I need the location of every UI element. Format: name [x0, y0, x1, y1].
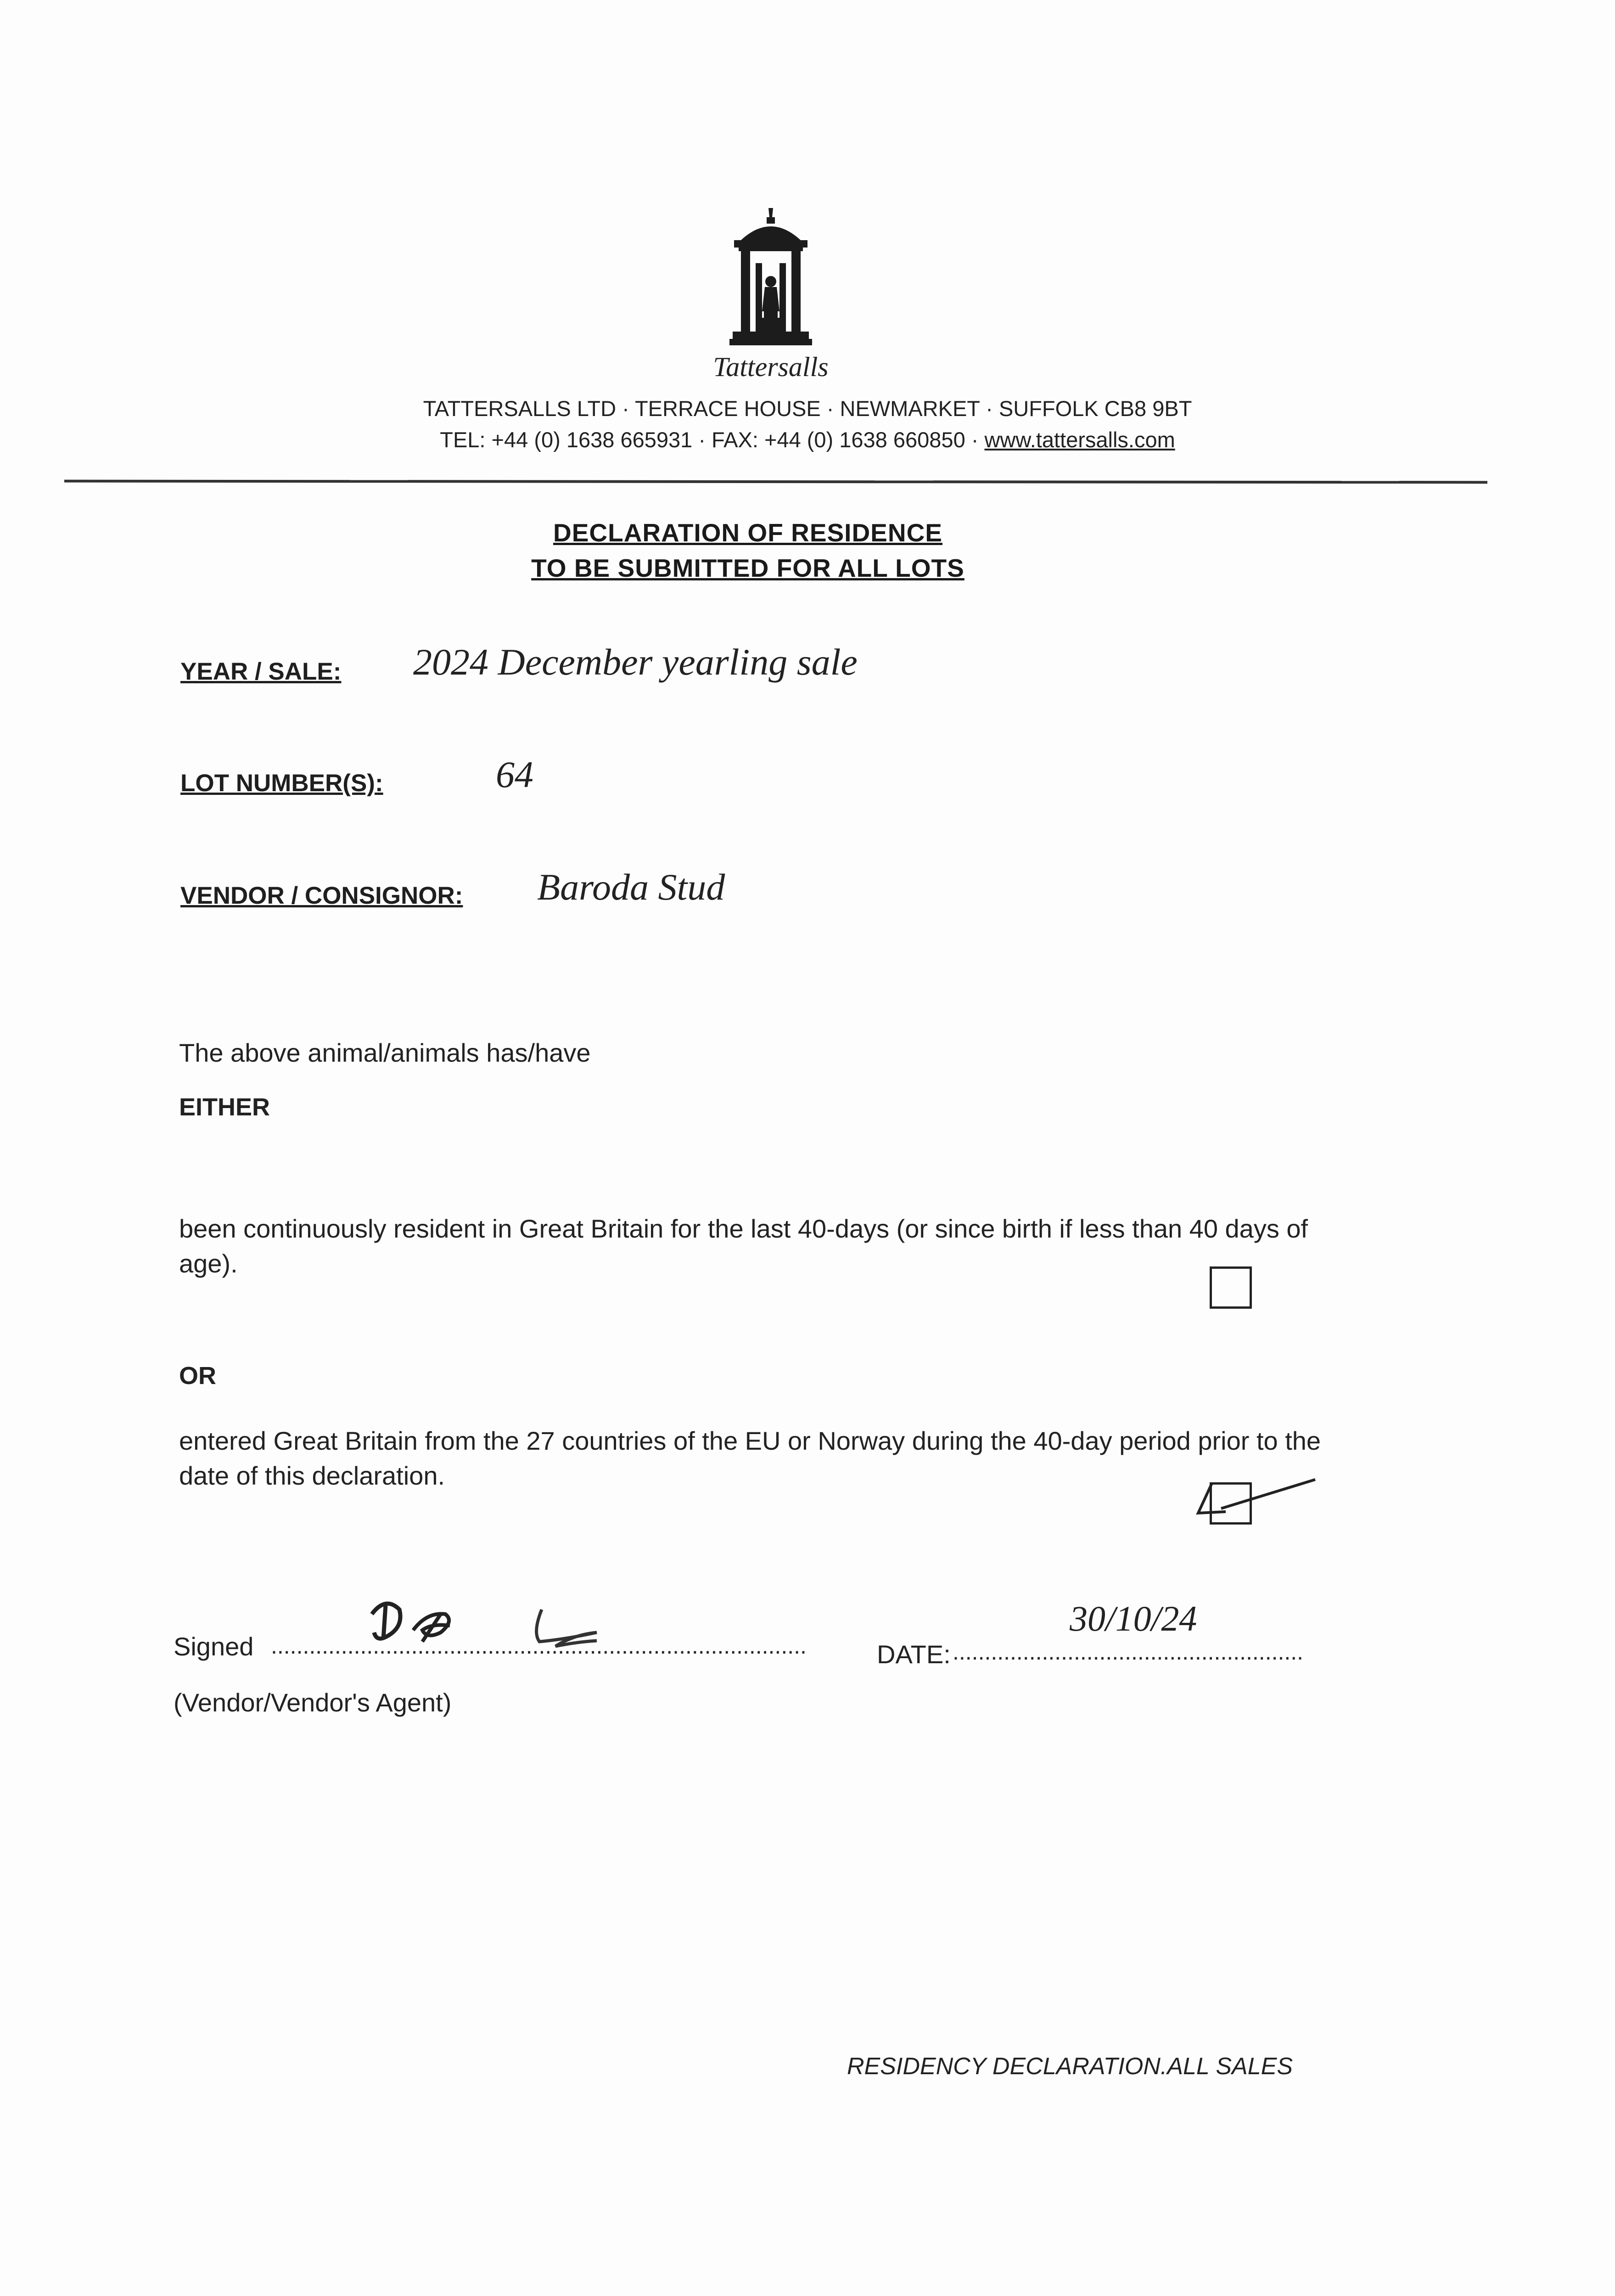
vendor-label: VENDOR / CONSIGNOR: [180, 882, 463, 909]
lot-number-value[interactable]: 64 [496, 754, 533, 795]
option-2-text: entered Great Britain from the 27 countries of the EU or Norway during the 40-day period prior to the date of this declaration. [179, 1426, 1321, 1490]
date-line: ....................................................... [953, 1639, 1304, 1665]
option-1-text: been continuously resident in Great Britain for the last 40-days (or since birth if less than 40 days of age). [179, 1214, 1308, 1278]
address-line: TATTERSALLS LTD · TERRACE HOUSE · NEWMARKET · SUFFOLK CB8 9BT [423, 396, 1192, 421]
contact-line [0, 427, 1615, 452]
vendor-value[interactable]: Baroda Stud [537, 866, 725, 908]
check-mark-icon [1194, 1469, 1322, 1534]
phone-fax: TEL: +44 (0) 1638 665931 · FAX: +44 (0) 1638 660850 · [440, 428, 985, 452]
signature-line: .................................................................................... [271, 1633, 807, 1659]
either-label: EITHER [179, 1093, 270, 1121]
statement-intro: The above animal/animals has/have [179, 1038, 591, 1067]
lot-number-label: LOT NUMBER(S): [180, 770, 383, 797]
footer-reference: RESIDENCY DECLARATION.ALL SALES [847, 2053, 1293, 2080]
form-subtitle: TO BE SUBMITTED FOR ALL LOTS [531, 554, 965, 582]
signer-role: (Vendor/Vendor's Agent) [174, 1688, 452, 1717]
or-label: OR [179, 1362, 216, 1390]
website-link[interactable]: www.tattersalls.com [984, 428, 1175, 452]
tattersalls-logo [723, 208, 819, 355]
form-title: DECLARATION OF RESIDENCE [553, 518, 942, 547]
signed-label: Signed [174, 1632, 254, 1661]
year-sale-value[interactable]: 2024 December yearling sale [413, 641, 858, 683]
header-divider [64, 480, 1487, 484]
signature-drawing[interactable] [358, 1587, 647, 1669]
option-1-checkbox[interactable] [1210, 1266, 1252, 1309]
date-value[interactable]: 30/10/24 [1070, 1598, 1197, 1638]
year-sale-label: YEAR / SALE: [180, 658, 342, 685]
date-label: DATE: [877, 1640, 951, 1669]
brand-name: Tattersalls [713, 352, 829, 382]
